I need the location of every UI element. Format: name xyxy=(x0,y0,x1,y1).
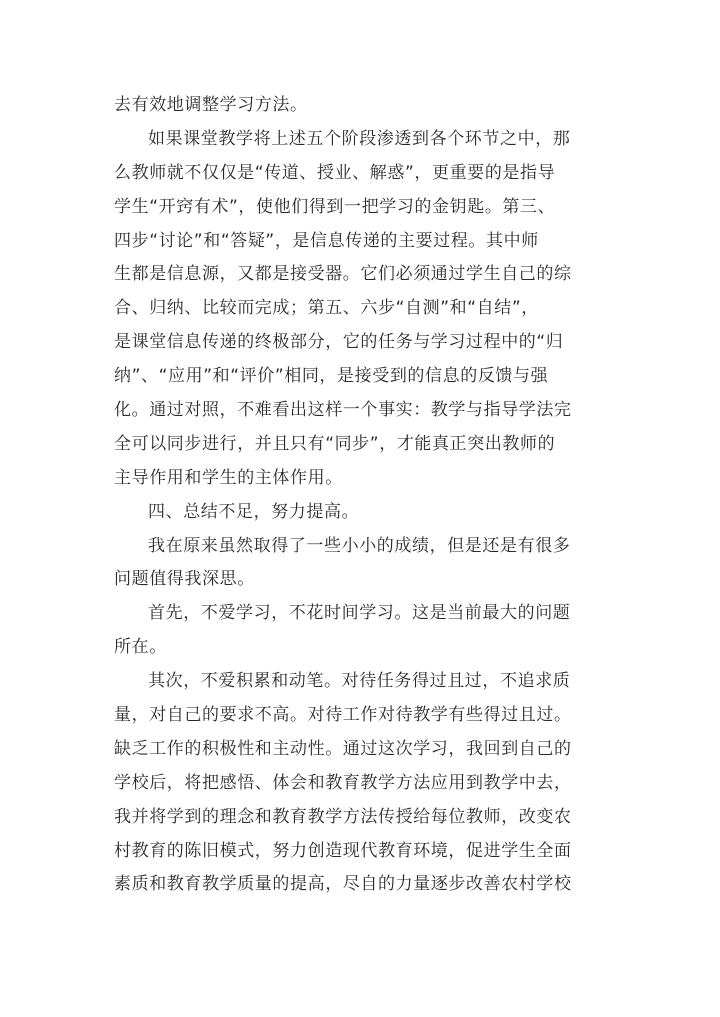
text-line: 合、归纳、比较而完成；第五、六步“自测”和“自结”， xyxy=(114,298,539,319)
text-line: 我并将学到的理念和教育教学方法传授给每位教师，改变农 xyxy=(114,806,572,827)
text-line: 主导作用和学生的主体作用。 xyxy=(114,467,343,488)
text-line: 学校后，将把感悟、体会和教育教学方法应用到教学中去， xyxy=(114,772,572,793)
text-line: 四步“讨论”和“答疑”，是信息传递的主要过程。其中师 xyxy=(114,230,539,251)
text-line: 去有效地调整学习方法。 xyxy=(114,95,308,115)
text-line: 生都是信息源，又都是接受器。它们必须通过学生自己的综 xyxy=(114,264,572,285)
text-line: 化。通过对照，不难看出这样一个事实：教学与指导学法完 xyxy=(114,400,572,421)
text-line: 首先，不爱学习，不花时间学习。这是当前最大的问题 xyxy=(148,603,571,624)
text-line: 全可以同步进行，并且只有“同步”，才能真正突出教师的 xyxy=(114,433,556,454)
document-body xyxy=(114,89,614,902)
text-line: 素质和教育教学质量的提高，尽自的力量逐步改善农村学校 xyxy=(114,874,572,895)
text-line: 所在。 xyxy=(114,637,167,658)
text-line: 问题值得我深思。 xyxy=(114,569,255,590)
text-line: 如果课堂教学将上述五个阶段渗透到各个环节之中，那 xyxy=(148,128,571,149)
text-line: 是课堂信息传递的终极部分，它的任务与学习过程中的“归 xyxy=(114,332,564,353)
text-line: 缺乏工作的积极性和主动性。通过这次学习，我回到自己的 xyxy=(114,738,572,759)
text-line: 其次，不爱积累和动笔。对待任务得过且过，不追求质 xyxy=(148,671,571,692)
text-line: 我在原来虽然取得了一些小小的成绩，但是还是有很多 xyxy=(148,535,571,556)
text-line: 量，对自己的要求不高。对待工作对待教学有些得过且过。 xyxy=(114,705,572,726)
text-line: 村教育的陈旧模式，努力创造现代教育环境，促进学生全面 xyxy=(114,840,572,861)
text-line: 学生“开窍有术”，使他们得到一把学习的金钥匙。第三、 xyxy=(114,196,556,217)
section-heading: 四、总结不足，努力提高。 xyxy=(148,501,360,522)
text-line: 纳”、“应用”和“评价”相同，是接受到的信息的反馈与强 xyxy=(114,366,549,387)
text-line: 么教师就不仅仅是“传道、授业、解惑”，更重要的是指导 xyxy=(114,162,556,183)
